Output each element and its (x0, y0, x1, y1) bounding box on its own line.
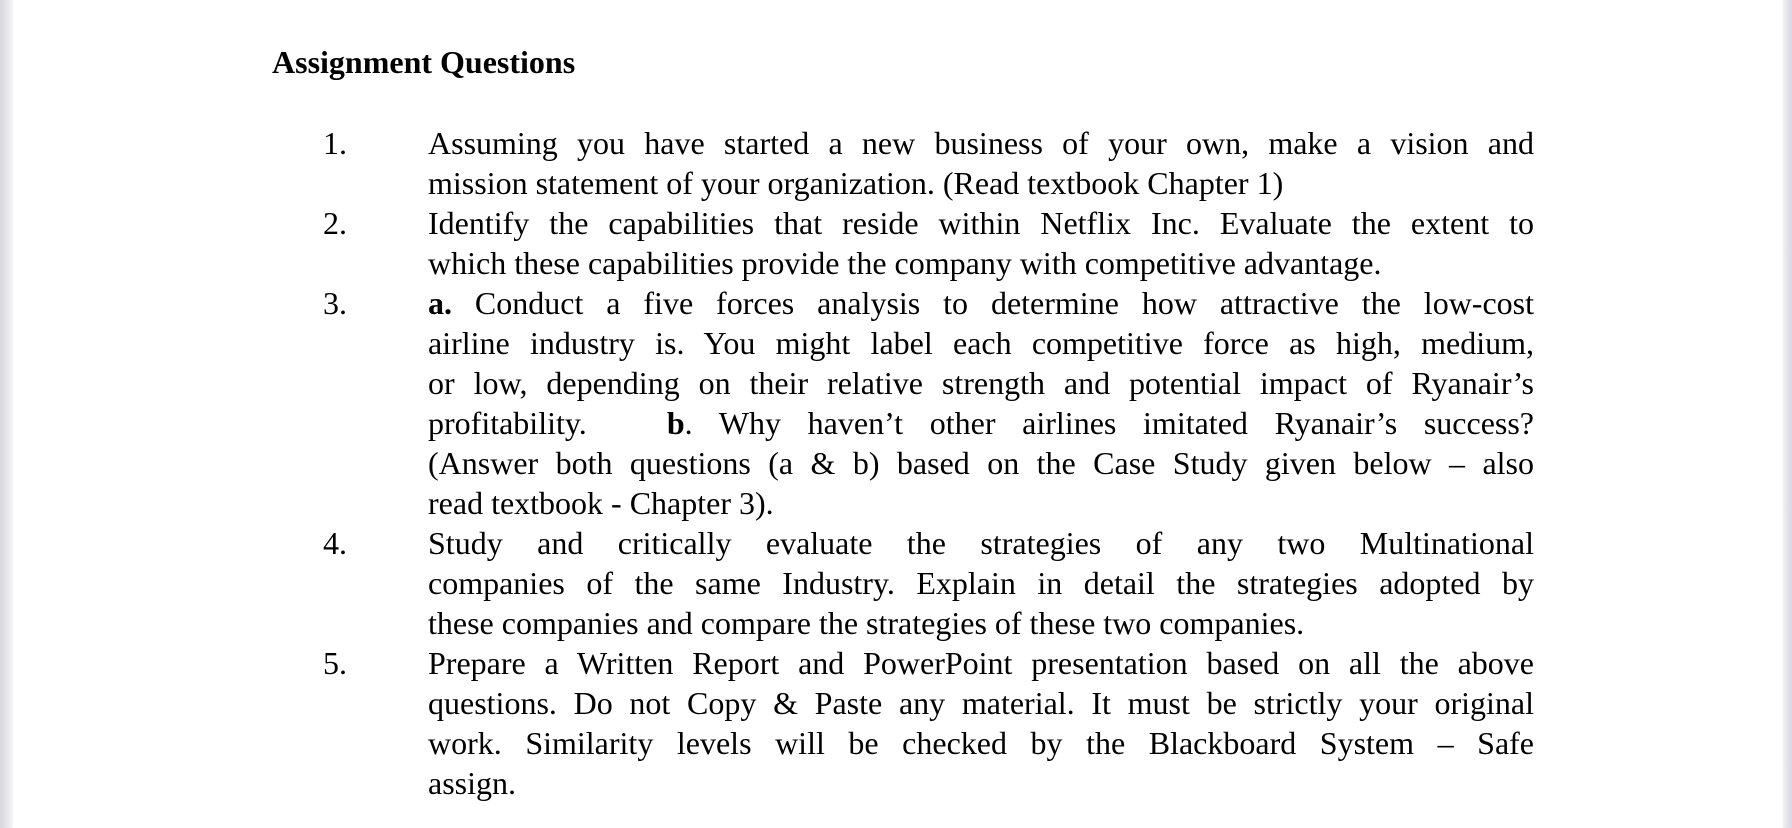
question-text (428, 123, 1534, 203)
text-line (428, 403, 1534, 443)
part-b-text: . Why haven’t other airlines imitated Ryanair’s success? (684, 405, 1535, 441)
text-line: questions. Do not Copy & Paste any material. It must be strictly your original (428, 685, 1534, 721)
text-line: or low, depending on their relative strength and potential impact of Ryanair’s (428, 365, 1534, 401)
text-line: airline industry is. You might label each competitive force as high, medium, (428, 325, 1534, 361)
text-line: Prepare a Written Report and PowerPoint presentation based on all the above (428, 645, 1534, 681)
document-title: Assignment Questions (272, 44, 576, 80)
text-line: Identify the capabilities that reside within Netflix Inc. Evaluate the extent to (428, 205, 1534, 241)
text-line: assign. (428, 765, 516, 801)
part-b-label: b (666, 405, 685, 441)
document-page (13, 0, 1782, 828)
viewer-right-margin (1782, 0, 1792, 828)
text-line: companies of the same Industry. Explain in detail the strategies adopted by (428, 565, 1534, 601)
part-a-text: Conduct a five forces analysis to determine how attractive the low-cost (474, 285, 1535, 321)
part-a-label: a. (428, 285, 452, 321)
question-number: 4. (323, 525, 347, 561)
viewer-left-margin (0, 0, 13, 828)
question-text (428, 523, 1534, 643)
question-text (428, 203, 1534, 283)
text-line: work. Similarity levels will be checked by the Blackboard System – Safe (428, 725, 1534, 761)
question-number: 5. (323, 645, 347, 681)
text-line: Assuming you have started a new business of your own, make a vision and (428, 125, 1534, 161)
question-list (13, 123, 1534, 803)
question-item-1 (13, 123, 1534, 203)
question-item-2 (13, 203, 1534, 283)
question-text (428, 283, 1534, 523)
question-number: 3. (323, 285, 347, 321)
text-line: mission statement of your organization. (Read textbook Chapter 1) (428, 165, 1284, 201)
profitability-text: profitability. (428, 405, 587, 441)
question-item-4 (13, 523, 1534, 643)
text-line: (Answer both questions (a & b) based on the Case Study given below – also (428, 445, 1534, 481)
text-line: Study and critically evaluate the strategies of any two Multinational (428, 525, 1534, 561)
question-number: 1. (323, 125, 347, 161)
question-item-3 (13, 283, 1534, 523)
text-line: these companies and compare the strategies of these two companies. (428, 605, 1305, 641)
question-item-5 (13, 643, 1534, 803)
text-line: read textbook - Chapter 3). (428, 485, 774, 521)
question-text (428, 643, 1534, 803)
text-line (428, 283, 1534, 323)
text-line: which these capabilities provide the company with competitive advantage. (428, 245, 1382, 281)
question-number: 2. (323, 205, 347, 241)
